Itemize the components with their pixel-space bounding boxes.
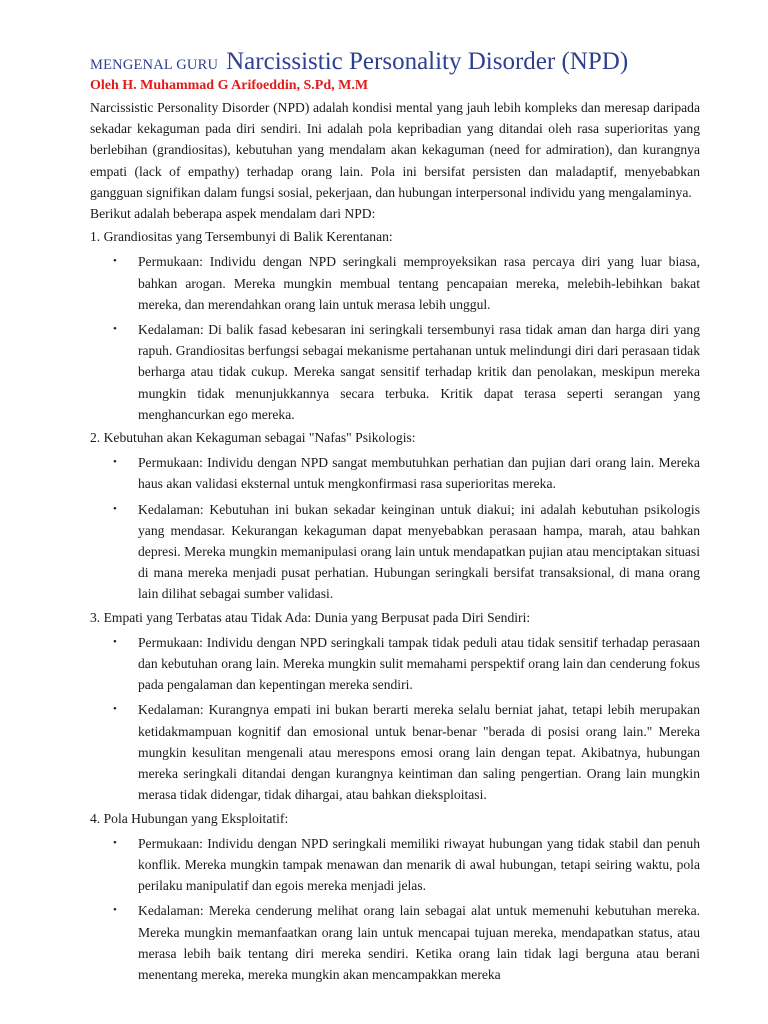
list-item bbox=[90, 900, 700, 985]
bullet-icon: • bbox=[113, 836, 117, 849]
section-heading: 3. Empati yang Terbatas atau Tidak Ada: Dunia yang Berpusat pada Diri Sendiri: bbox=[90, 609, 531, 625]
list-item-text: Permukaan: Individu dengan NPD sangat membutuhkan perhatian dan pujian dari orang lain. Mereka haus akan validasi eksternal untuk mengkonfirmasi rasa superioritas mereka. bbox=[138, 455, 700, 492]
list-item-text: Kedalaman: Kurangnya empati ini bukan berarti mereka selalu berniat jahat, tetapi lebih merupakan ketidakmampuan kognitif dan emosional untuk benar-benar "berada di posisi orang lain." Mereka mungkin kesulitan mengenali atau merespons emosi orang lain dengan tepat. Akibatnya, hubungan mereka seringkali ditandai dengan kurangnya keintiman dan saling pengertian. Orang lain mungkin merasa tidak didengar, tidak dihargai, atau bahkan dieksploitasi. bbox=[138, 702, 700, 803]
bullet-icon: • bbox=[113, 255, 117, 268]
bullet-list bbox=[90, 452, 700, 604]
lead-paragraph: Berikut adalah beberapa aspek mendalam dari NPD: bbox=[90, 206, 376, 222]
bullet-icon: • bbox=[113, 502, 117, 515]
author-line: Oleh H. Muhammad G Arifoeddin, S.Pd, M.M bbox=[90, 78, 369, 93]
bullet-icon: • bbox=[113, 703, 117, 716]
bullet-list bbox=[90, 833, 700, 985]
title-main: Narcissistic Personality Disorder (NPD) bbox=[226, 48, 629, 75]
bullet-icon: • bbox=[113, 456, 117, 469]
list-item-text: Permukaan: Individu dengan NPD seringkali memiliki riwayat hubungan yang tidak stabil dan penuh konflik. Mereka mungkin tampak menawan dan menarik di awal hubungan, tetapi seiring waktu, pola perilaku manipulatif dan egois mereka menjadi jelas. bbox=[138, 835, 700, 894]
section-heading: 1. Grandiositas yang Tersembunyi di Balik Kerentanan: bbox=[90, 229, 393, 245]
list-item bbox=[90, 251, 700, 315]
list-item bbox=[90, 699, 700, 805]
title-prefix: MENGENAL GURU bbox=[90, 57, 219, 73]
list-item-text: Kedalaman: Kebutuhan ini bukan sekadar keinginan untuk diakui; ini adalah kebutuhan psikologis yang mendasar. Kekurangan kekaguman dapat menyebabkan perasaan hampa, marah, atau bahkan depresi. Mereka mungkin memanipulasi orang lain untuk mendapatkan pujian atau menciptakan situasi di mana mereka menjadi pusat perhatian. Hubungan seringkali bersifat transaksional, di mana orang lain dilihat sebagai sumber validasi. bbox=[138, 501, 700, 602]
section-heading: 2. Kebutuhan akan Kekaguman sebagai "Nafas" Psikologis: bbox=[90, 430, 416, 446]
list-item bbox=[90, 319, 700, 425]
document-title bbox=[90, 40, 628, 77]
bullet-list bbox=[90, 632, 700, 806]
section-1 bbox=[90, 226, 700, 425]
list-item bbox=[90, 499, 700, 605]
list-item-text: Kedalaman: Di balik fasad kebesaran ini seringkali tersembunyi rasa tidak aman dan harga diri yang rapuh. Grandiositas berfungsi sebagai mekanisme pertahanan untuk melindungi diri dari perasaan tidak berharga atau tidak cukup. Mereka sangat sensitif terhadap kritik dan penolakan, meskipun mereka mungkin tidak menunjukkannya secara terbuka. Kritik dapat terasa seperti serangan yang menghancurkan ego mereka. bbox=[138, 322, 700, 422]
bullet-list bbox=[90, 251, 700, 425]
bullet-icon: • bbox=[113, 904, 117, 917]
list-item-text: Permukaan: Individu dengan NPD seringkali tampak tidak peduli atau tidak sensitif terhadap perasaan dan kebutuhan orang lain. Mereka mungkin sulit memahami perspektif orang lain dan cenderung fokus pada pengalaman dan kepentingan mereka sendiri. bbox=[138, 634, 700, 693]
list-item bbox=[90, 632, 700, 696]
list-item bbox=[90, 833, 700, 897]
intro-paragraph: Narcissistic Personality Disorder (NPD) adalah kondisi mental yang jauh lebih kompleks dan meresap daripada sekadar kekaguman pada diri sendiri. Ini adalah pola kepribadian yang ditandai oleh rasa superioritas yang berlebihan (grandiositas), kebutuhan yang mendalam akan kekaguman (need for admiration), dan kurangnya empati (lack of empathy) terhadap orang lain. Pola ini bersifat persisten dan maladaptif, menyebabkan gangguan signifikan dalam fungsi sosial, pekerjaan, dan hubungan interpersonal individu yang mengalaminya. bbox=[90, 100, 700, 200]
list-item bbox=[90, 452, 700, 494]
body-text bbox=[90, 97, 700, 985]
bullet-icon: • bbox=[113, 323, 117, 336]
list-item-text: Permukaan: Individu dengan NPD seringkali memproyeksikan rasa percaya diri yang luar biasa, bahkan arogan. Mereka mungkin membual tentang pencapaian mereka, melebih-lebihkan bakat mereka, dan merendahkan orang lain untuk merasa lebih unggul. bbox=[138, 254, 700, 312]
bullet-icon: • bbox=[113, 635, 117, 648]
section-4 bbox=[90, 808, 700, 986]
section-3 bbox=[90, 607, 700, 806]
section-heading: 4. Pola Hubungan yang Eksploitatif: bbox=[90, 810, 289, 826]
section-2 bbox=[90, 427, 700, 605]
list-item-text: Kedalaman: Mereka cenderung melihat orang lain sebagai alat untuk memenuhi kebutuhan mereka. Mereka mungkin memanfaatkan orang lain untuk mencapai tujuan mereka, mendapatkan status, atau merasa lebih baik tentang diri mereka sendiri. Ketika orang lain tidak lagi berguna atau berani menentang mereka, mereka mungkin akan mencampakkan mereka bbox=[138, 903, 700, 982]
